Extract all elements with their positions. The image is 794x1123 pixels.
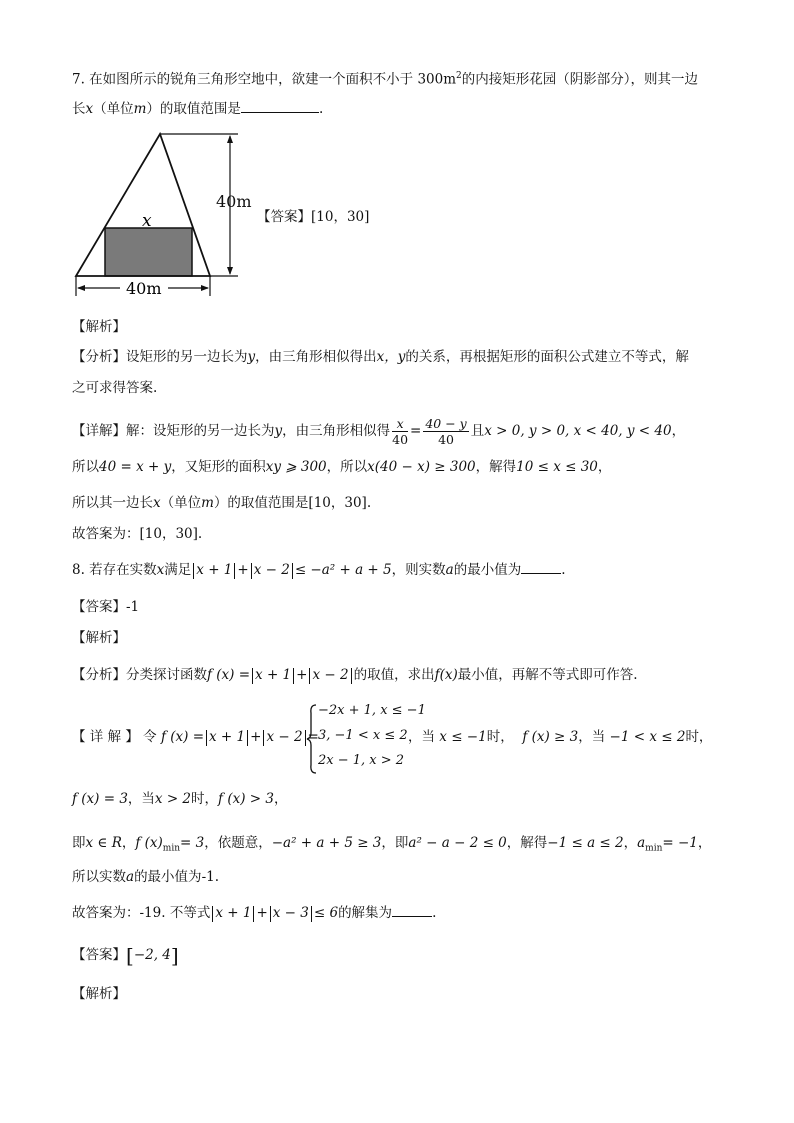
q9-abs-bar	[212, 906, 213, 922]
q9-stem-end: .	[432, 905, 437, 921]
q8-detail3-text-f: ，	[623, 835, 638, 851]
q8-detail-ling: 令	[143, 729, 157, 745]
q8-detail2-text-b: 时，	[191, 791, 219, 807]
q7-detail-line-2	[72, 457, 611, 477]
q7-fig-label-height: 40m	[216, 192, 252, 211]
q7-frac1-den: 40	[392, 432, 409, 447]
q8-analysis-abs1: x + 1	[255, 667, 292, 683]
q8-stem-line	[72, 560, 566, 580]
q8-detail3-result: −1 ≤ a ≤ 2	[547, 835, 624, 851]
q8-detail-text-e: 时，	[685, 729, 713, 745]
q8-detail2-end: ，	[273, 791, 288, 807]
q7-analysis-text-d: 之可求得答案.	[72, 380, 158, 396]
q7-final-answer: 故答案为：[10，30].	[72, 526, 203, 542]
q8-detail-text-c: 时，	[486, 729, 514, 745]
q7-stem-line-1	[72, 66, 698, 90]
q7-analysis-text-b: ，由三角形相似得出	[255, 349, 377, 365]
q8-detail-cond1: x ≤ −1	[439, 729, 487, 745]
q8-analysis-plus: +	[296, 667, 308, 683]
q8-abs-bar	[234, 563, 235, 579]
q8-abs-bar	[247, 730, 248, 746]
q7-detail3-text-a: 所以其一边长	[72, 495, 153, 511]
q9-jiexi-line	[72, 984, 126, 1004]
q8-analysis-f2: f(x)	[434, 667, 458, 683]
q7-detail-text-b: ，由三角形相似得	[282, 423, 391, 439]
q8-detail-plus: +	[250, 729, 262, 745]
q8-analysis-text-c: 最小值，再解不等式即可作答.	[457, 667, 638, 683]
q7-analysis-text-c: 的关系，再根据矩形的面积公式建立不等式，解	[405, 349, 689, 365]
q7-detail3-text-b: （单位	[160, 495, 202, 511]
q8-detail3-amin-eq: = −1	[662, 835, 698, 851]
q8-analysis-line	[72, 665, 638, 685]
q7-detail2-result: 10 ≤ x ≤ 30	[516, 459, 598, 475]
q7-jiexi-line	[72, 317, 126, 337]
q9-stem-plus: +	[256, 905, 268, 921]
q7-fig-label-x: x	[142, 211, 152, 231]
q8-answer-line	[72, 597, 139, 617]
q7-stem-end: .	[318, 101, 324, 117]
q9-abs-bar	[253, 906, 254, 922]
q7-analysis-tag: 【分析】	[72, 349, 126, 365]
q8-detail4-text-a: 所以实数	[72, 869, 126, 885]
q8-detail-text-b: ，当	[408, 729, 435, 745]
q8-answer-blank	[521, 561, 561, 574]
q8-detail3-ineq: −a² + a + 5 ≥ 3	[271, 835, 382, 851]
q8-abs-bar	[193, 563, 194, 579]
q8-detail-line-3	[72, 833, 711, 859]
q8-stem-text-c: ，则实数	[391, 562, 446, 578]
q8-detail-line-1b	[408, 727, 712, 747]
q9-stem-abs2: x − 3	[272, 905, 309, 921]
q7-detail-line-3	[72, 493, 371, 513]
q7-shaded-rectangle	[105, 228, 192, 276]
q8-detail3-domain: x ∈ R	[85, 835, 122, 851]
q8-abs-bar	[206, 730, 207, 746]
q7-stem-text-b: 的内接矩形花园（阴影部分），则其一边	[461, 71, 699, 88]
q8-stem-rhs: ≤ −a² + a + 5	[294, 562, 392, 578]
q8-answer-tag: 【答案】	[72, 599, 126, 615]
q7-detail-text-a: 解：设矩形的另一边长为	[126, 423, 275, 439]
q7-stem-text-e: ）的取值范围是	[146, 101, 241, 117]
q7-detail-text-c: 且	[470, 423, 485, 439]
q8-detail3-text-c: ，依题意，	[204, 835, 272, 851]
q7-width-arrowhead-left	[77, 285, 85, 291]
q8-detail4-end: .	[214, 869, 220, 885]
q7-area-unit: m	[443, 71, 457, 88]
q8-detail4-text-b: 的最小值为	[134, 869, 202, 885]
q7-var-x: x	[85, 101, 94, 117]
q7-analysis-text-a: 设矩形的另一边长为	[126, 349, 248, 365]
q8-detail-text-d: ，当	[578, 729, 606, 745]
q8-stem-plus: +	[237, 562, 249, 578]
q8-stem-var-a: a	[445, 562, 454, 578]
q8-detail3-fmin-sub: min	[162, 843, 181, 854]
q7-detail-tag: 【详解】	[72, 423, 126, 439]
q7-detail2-text-b: ，又矩形的面积	[171, 459, 266, 475]
q9-answer-tag: 【答案】	[72, 947, 126, 963]
q8-final-answer: 故答案为：-1	[72, 905, 153, 921]
q9-jiexi-tag: 【解析】	[72, 986, 126, 1002]
q7-triangle-figure	[70, 128, 260, 300]
q8-detail4-var: a	[126, 869, 135, 885]
q7-equals: =	[410, 423, 422, 439]
q7-analysis-line-2	[72, 378, 157, 398]
q7-jiexi-tag: 【解析】	[72, 319, 126, 335]
q8-detail-tag: 【 详 解 】	[72, 729, 139, 745]
q8-stem-text-b: 满足	[164, 562, 192, 578]
q8-stem-abs2: x − 2	[253, 562, 290, 578]
q7-stem-text-d: （单位	[93, 101, 134, 117]
q8-case-2: 3, −1 < x ≤ 2	[318, 728, 408, 743]
q8-detail3-fmin-eq: = 3	[180, 835, 205, 851]
q9-stem-abs1: x + 1	[215, 905, 252, 921]
q8-analysis-f: f (x) =	[207, 667, 251, 683]
q8-brace	[306, 703, 318, 775]
q7-frac1-num: x	[392, 416, 408, 432]
q9-answer-value: −2, 4	[133, 947, 171, 963]
q7-analysis-var-y: y	[247, 349, 256, 365]
q8-case-3: 2x − 1, x > 2	[318, 753, 405, 768]
q8-detail2-res: f (x) = 3	[72, 791, 128, 807]
q7-answer-value: [10，30]	[311, 209, 370, 225]
q8-detail3-ineq2: a² − a − 2 ≤ 0	[408, 835, 507, 851]
q7-frac2-num: 40 − y	[425, 416, 467, 431]
q8-abs-bar	[309, 668, 310, 684]
q8-analysis-abs2: x − 2	[312, 667, 349, 683]
q8-analysis-text-a: 分类探讨函数	[126, 667, 207, 683]
q7-fraction-40-minus-y	[423, 416, 468, 447]
q9-answer-close: ]	[170, 943, 179, 968]
q8-detail-eq: =	[307, 729, 319, 745]
q7-detail3-var-x: x	[153, 495, 161, 511]
q8-detail4-value: -1	[201, 869, 215, 885]
q9-stem-text-b: 的解集为	[338, 905, 393, 921]
q8-abs-bar	[263, 730, 264, 746]
q8-detail-abs2: x − 2	[266, 729, 303, 745]
q8-detail2-cond: x > 2	[154, 791, 192, 807]
q7-detail2-end: ，	[597, 459, 612, 475]
q7-analysis-var-xy: x，y	[376, 349, 406, 365]
q7-detail2-ineq2: x(40 − x) ≥ 300	[367, 459, 476, 475]
q7-width-arrowhead-right	[201, 285, 209, 291]
q8-detail2-res2: f (x) > 3	[218, 791, 274, 807]
q8-abs-bar	[252, 668, 253, 684]
q7-area-unit-sup: 2	[456, 71, 462, 81]
q8-detail-line-1	[72, 727, 319, 747]
q8-stem-end: .	[561, 562, 566, 578]
q9-answer-blank	[392, 904, 432, 917]
q9-answer-line	[72, 945, 179, 966]
q8-stem-abs1: x + 1	[196, 562, 233, 578]
q7-height-arrowhead-top	[227, 135, 233, 143]
q7-final-line	[72, 524, 202, 544]
q8-detail2-text-a: ，当	[127, 791, 155, 807]
q8-jiexi-line	[72, 628, 126, 648]
q8-detail-line-2	[72, 789, 287, 809]
q8-detail3-text-a: 即	[72, 835, 86, 851]
q9-stem-rhs: ≤ 6	[313, 905, 339, 921]
q8-stem-text-a: 8. 若存在实数	[72, 562, 157, 578]
q8-detail-cond2: −1 < x ≤ 2	[609, 729, 686, 745]
q9-stem-text-a: 9. 不等式	[152, 905, 211, 921]
q7-detail2-text-d: ，解得	[475, 459, 517, 475]
q9-answer-open: [	[126, 943, 134, 968]
q8-detail3-text-e: ，解得	[506, 835, 548, 851]
q7-detail2-text-a: 所以	[72, 459, 99, 475]
q7-unit-m: m	[133, 101, 147, 117]
q9-abs-bar	[311, 906, 312, 922]
q8-abs-bar	[351, 668, 352, 684]
q7-detail2-text-c: ，所以	[326, 459, 368, 475]
q8-detail3-amin-sub: min	[645, 843, 663, 854]
q7-height-arrowhead-bottom	[227, 267, 233, 275]
q7-frac2-den: 40	[438, 432, 454, 447]
q7-detail-conditions: x > 0, y > 0, x < 40, y < 40	[484, 423, 672, 439]
q8-detail3-amin: a	[637, 835, 646, 851]
q7-detail2-ineq: xy ⩾ 300	[265, 459, 327, 475]
q7-stem-text-c: 长	[72, 101, 86, 117]
q7-detail3-text-c: ）的取值范围是[10，30].	[213, 495, 372, 511]
q7-detail-end: ，	[671, 423, 686, 439]
q7-stem-line-2	[72, 99, 323, 119]
q8-case-1: −2x + 1, x ≤ −1	[318, 703, 426, 718]
q8-detail-f: f (x) =	[160, 729, 205, 745]
q8-abs-bar	[251, 563, 252, 579]
q7-stem-text-a: 7. 在如图所示的锐角三角形空地中，欲建一个面积不小于 300	[72, 71, 444, 88]
q7-fig-label-width: 40m	[126, 279, 162, 298]
q8-answer-value: -1	[126, 599, 140, 615]
q7-detail2-eq: 40 = x + y	[99, 459, 172, 475]
q7-detail-var-y: y	[274, 423, 283, 439]
q8-piecewise	[306, 703, 426, 775]
q8-abs-bar	[292, 563, 293, 579]
q8-abs-bar	[293, 668, 294, 684]
q8-detail3-end: ，	[697, 835, 712, 851]
q8-final-line	[72, 903, 436, 923]
q8-analysis-tag: 【分析】	[72, 667, 126, 683]
q7-fraction-x-over-40	[392, 416, 408, 447]
q7-detail-line-1	[72, 416, 685, 447]
q7-answer-blank	[241, 100, 319, 113]
q8-detail-res1: f (x) ≥ 3	[522, 729, 579, 745]
q8-detail3-text-b: ，	[121, 835, 136, 851]
q7-answer-line	[257, 207, 369, 227]
q8-detail-line-4	[72, 867, 219, 887]
q7-answer-tag: 【答案】	[257, 209, 311, 225]
q8-stem-text-d: 的最小值为	[453, 562, 522, 578]
q8-detail3-fmin: f (x)	[135, 835, 163, 851]
q7-detail3-unit-m: m	[201, 495, 214, 511]
q8-analysis-text-b: 的取值，求出	[353, 667, 435, 683]
q8-stem-var-x: x	[156, 562, 165, 578]
q8-detail-abs1: x + 1	[209, 729, 246, 745]
q7-analysis-line-1	[72, 347, 689, 367]
q9-abs-bar	[270, 906, 271, 922]
q8-detail3-text-d: ，即	[381, 835, 409, 851]
q8-jiexi-tag: 【解析】	[72, 630, 126, 646]
